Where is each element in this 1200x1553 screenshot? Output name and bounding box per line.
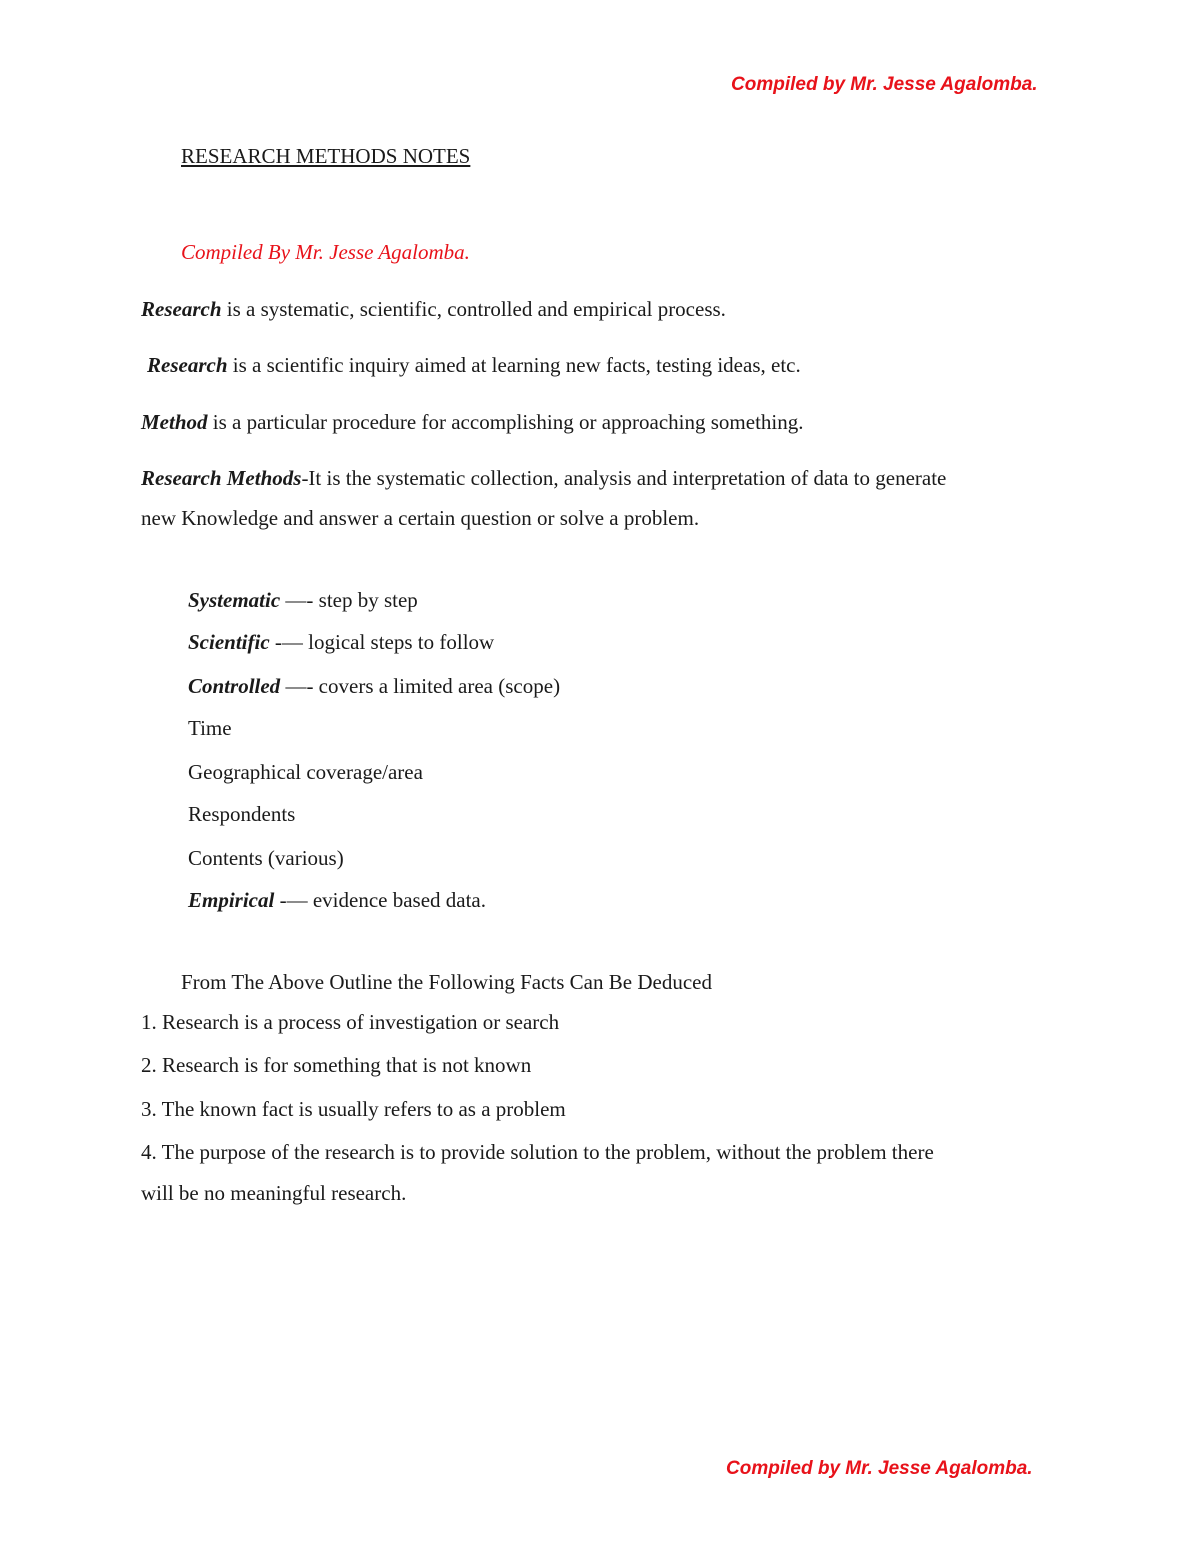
document-title: RESEARCH METHODS NOTES [181, 144, 471, 168]
definition-text: is a scientific inquiry aimed at learning new facts, testing ideas, etc. [227, 353, 801, 377]
definition-text: is a systematic, scientific, controlled and empirical process. [221, 297, 726, 321]
characteristic-item [188, 887, 486, 913]
characteristic-item: Contents (various) [188, 846, 344, 870]
outline-heading: From The Above Outline the Following Facts Can Be Deduced [181, 970, 712, 994]
fact-list-item: 1. Research is a process of investigation or search [141, 1010, 560, 1034]
characteristic-term: Controlled [188, 674, 281, 698]
characteristic-term: Systematic [188, 588, 281, 612]
definition-term: Method [141, 410, 208, 434]
definition-term: Research [141, 297, 222, 321]
definition-text: is a particular procedure for accomplishing or approaching something. [207, 410, 804, 434]
fact-list-item: 2. Research is for something that is not known [141, 1053, 532, 1077]
fact-list-item: 4. The purpose of the research is to provide solution to the problem, without the problem there [141, 1140, 934, 1164]
characteristic-term: Empirical [188, 888, 275, 912]
footer-compiled-note: Compiled by Mr. Jesse Agalomba. [726, 1458, 1033, 1479]
definition-term: Research Methods [141, 466, 302, 490]
definition-term: Research [147, 353, 228, 377]
characteristic-item [188, 673, 560, 699]
definition-text: -It is the systematic collection, analysis and interpretation of data to generate [301, 466, 947, 490]
characteristic-text: -— logical steps to follow [269, 630, 495, 654]
header-compiled-note: Compiled by Mr. Jesse Agalomba. [731, 74, 1038, 95]
definition-research-methods-continuation: new Knowledge and answer a certain question or solve a problem. [141, 506, 700, 530]
definition-method [141, 409, 803, 435]
characteristic-item [188, 587, 418, 613]
fact-list-item-continuation: will be no meaningful research. [141, 1181, 407, 1205]
characteristic-text: —- covers a limited area (scope) [280, 674, 561, 698]
definition-research-1 [141, 296, 726, 322]
definition-research-2 [147, 352, 801, 378]
characteristic-text: —- step by step [280, 588, 418, 612]
characteristic-text: -— evidence based data. [274, 888, 486, 912]
characteristic-item: Geographical coverage/area [188, 760, 423, 784]
characteristic-item: Respondents [188, 802, 296, 826]
characteristic-term: Scientific [188, 630, 270, 654]
compiled-by-line: Compiled By Mr. Jesse Agalomba. [181, 240, 470, 264]
definition-research-methods [141, 465, 946, 491]
characteristic-item [188, 629, 494, 655]
fact-list-item: 3. The known fact is usually refers to as a problem [141, 1097, 566, 1121]
characteristic-item: Time [188, 716, 232, 740]
